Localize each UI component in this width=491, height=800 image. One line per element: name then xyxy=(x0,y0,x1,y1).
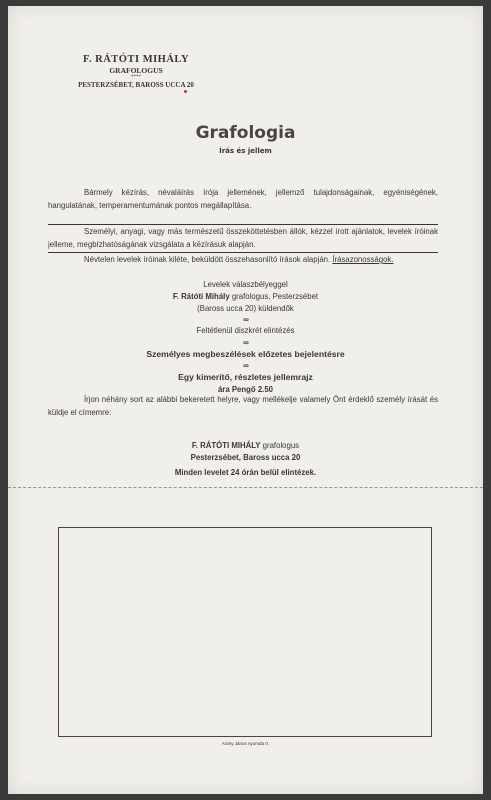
red-ink-dot xyxy=(184,90,187,93)
header-name: F. RÁTÓTI MIHÁLY xyxy=(82,54,190,65)
contact-name-rest: grafologus xyxy=(260,441,300,450)
paragraph-analysis: Bármely kézírás, névaláírás írója jellemének, jellemző tulajdonságainak, egyéniségének, hangulatának, temperamentumának pontos megállapítása. xyxy=(48,188,438,210)
handwriting-sample-box xyxy=(58,527,432,737)
perforation-line xyxy=(8,487,483,488)
offer-line-2 xyxy=(8,292,483,301)
contact-name-line xyxy=(8,441,483,450)
ornament-3: ∞ xyxy=(243,361,248,370)
header-profession: GRAFOLOGUS xyxy=(109,66,163,75)
header-stars: **** xyxy=(131,75,141,80)
paragraph-anonymous xyxy=(48,254,438,267)
offer-line-6: Egy kimerítő, részletes jellemrajz xyxy=(178,372,313,382)
contact-name: F. RÁTÓTI MIHÁLY xyxy=(191,441,261,450)
paragraph-business: Személyi, anyagi, vagy más természetű összeköttetésben állók, kézzel írott ajánlatok, levelek íróinak jelleme, megbízhatóságának vizsgálata a kézírásuk alapján. xyxy=(48,224,438,253)
page-title: Grafologia xyxy=(195,123,296,143)
printer-imprint: Arany János nyomda rt. xyxy=(221,741,270,746)
offer-line-7: ára Pengő 2.50 xyxy=(217,385,274,394)
offer-line-5: Személyes megbeszélések előzetes bejelentésre xyxy=(146,349,345,359)
offer-line-1: Levelek válaszbélyeggel xyxy=(203,280,288,289)
offer-name: F. Rátóti Mihály xyxy=(172,292,230,301)
header-address: PESTERZSÉBET, BAROSS UCCA 20 xyxy=(78,81,194,89)
instructions-paragraph: Írjon néhány sort az alábbi bekeretett helyre, vagy mellékelje valamely Önt érdeklő személy írását és küldje el címemre: xyxy=(48,395,438,417)
paragraph-anonymous-main: Névtelen levelek íróinak kiléte, beküldött összehasonlító írások alapján. xyxy=(84,255,331,264)
ornament-1: ∞ xyxy=(243,315,248,324)
page-subtitle: Írás és jellem xyxy=(219,147,272,155)
offer-line-3: (Baross ucca 20) küldendők xyxy=(197,304,294,313)
offer-line-4: Feltétlenül diszkrét elintézés xyxy=(196,326,295,335)
ornament-2: ∞ xyxy=(243,338,248,347)
contact-promise: Minden levelet 24 órán belül elintézek. xyxy=(174,468,317,477)
letterhead-sheet xyxy=(8,6,483,794)
letterhead-header xyxy=(46,54,226,89)
offer-name-rest: grafologus, Pesterzsébet xyxy=(229,292,319,301)
contact-address: Pesterzsébet, Baross ucca 20 xyxy=(190,453,301,462)
paragraph-anonymous-tail: Írásazonosságok. xyxy=(332,255,394,264)
